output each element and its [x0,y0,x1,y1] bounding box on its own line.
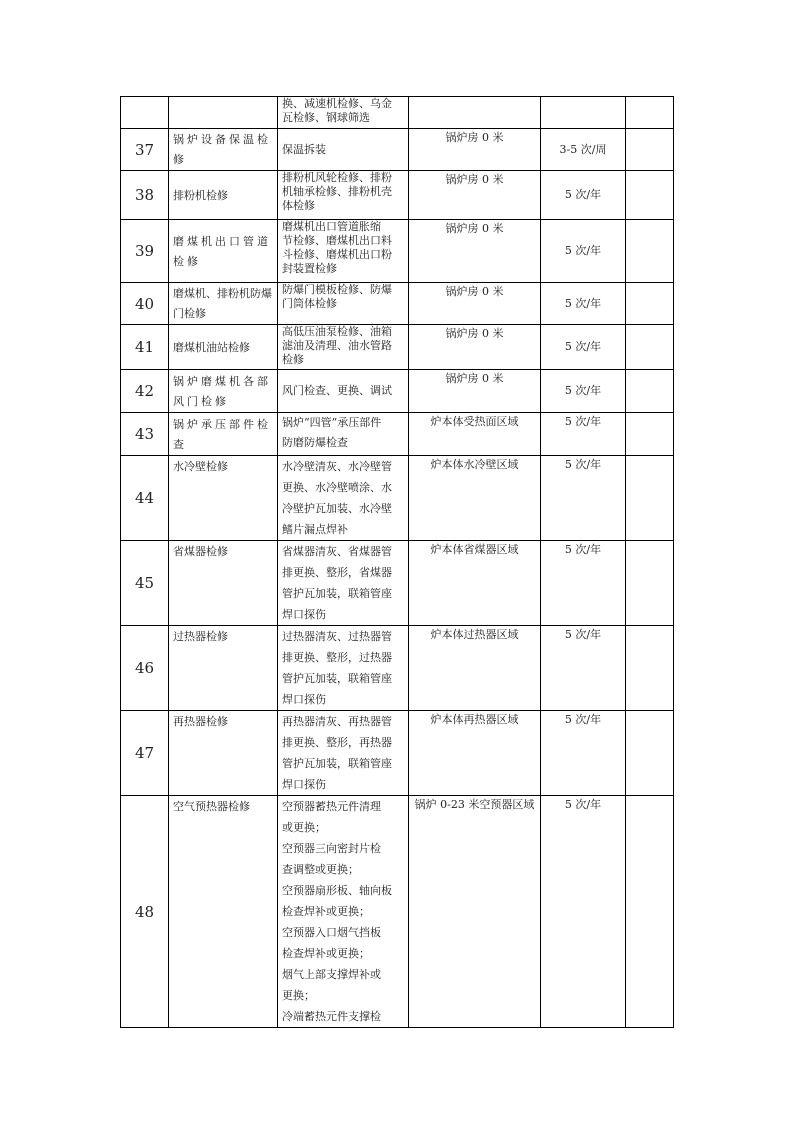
work-content: 空预器蓄热元件清理 或更换； 空预器三向密封片检 查调整或更换； 空预器扇形板、轴向板 检查焊补或更换； 空预器入口烟气挡板 检查焊补或更换； 烟气上部支撑焊补或 更换； 冷端蓄热元件支撑检 [278,796,409,1028]
work-content: 水冷壁清灰、水冷壁管 更换、水冷壁喷涂、水 冷壁护瓦加装、水冷壁 鳍片漏点焊补 [278,456,409,541]
item-name: 锅炉磨煤机各部风门检修 [169,370,278,413]
note [626,711,674,796]
note [626,171,674,220]
frequency: 5 次/年 [541,171,626,220]
work-content: 锅炉“四管”承压部件 防磨防爆检查 [278,413,409,456]
location: 炉本体省煤器区域 [409,541,541,626]
frequency: 5 次/年 [541,456,626,541]
table-row [121,413,674,456]
note [626,97,674,129]
item-name [169,97,278,129]
location: 炉本体水冷壁区域 [409,456,541,541]
table-row [121,220,674,283]
note [626,541,674,626]
work-content: 高低压油泵检修、油箱 滤油及清理、油水管路 检修 [278,325,409,370]
item-name: 空气预热器检修 [169,796,278,1028]
location [409,97,541,129]
row-number: 47 [121,711,169,796]
frequency: 5 次/年 [541,370,626,413]
table-row [121,171,674,220]
location: 锅炉房 0 米 [409,220,541,283]
table-row [121,796,674,1028]
location: 锅炉房 0 米 [409,129,541,171]
frequency: 5 次/年 [541,541,626,626]
row-number: 37 [121,129,169,171]
note [626,220,674,283]
table-row [121,325,674,370]
row-number: 39 [121,220,169,283]
location: 锅炉 0-23 米空预器区域 [409,796,541,1028]
row-number: 44 [121,456,169,541]
work-content: 防爆门模板检修、防爆 门筒体检修 [278,283,409,325]
frequency [541,97,626,129]
row-number: 41 [121,325,169,370]
work-content: 过热器清灰、过热器管 排更换、整形，过热器 管护瓦加装，联箱管座 焊口探伤 [278,626,409,711]
row-number [121,97,169,129]
row-number: 43 [121,413,169,456]
location: 炉本体受热面区域 [409,413,541,456]
work-content: 磨煤机出口管道胀缩 节检修、磨煤机出口料 斗检修、磨煤机出口粉 封装置检修 [278,220,409,283]
table-row [121,626,674,711]
note [626,626,674,711]
note [626,129,674,171]
note [626,796,674,1028]
frequency: 5 次/年 [541,796,626,1028]
row-number: 45 [121,541,169,626]
frequency: 5 次/年 [541,220,626,283]
note [626,370,674,413]
location: 锅炉房 0 米 [409,283,541,325]
item-name: 过热器检修 [169,626,278,711]
frequency: 3-5 次/周 [541,129,626,171]
work-content: 换、减速机检修、乌金 瓦检修、钢球筛选 [278,97,409,129]
frequency: 5 次/年 [541,325,626,370]
item-name: 磨煤机、排粉机防爆门检修 [169,283,278,325]
item-name: 磨煤机油站检修 [169,325,278,370]
table-row [121,456,674,541]
item-name: 再热器检修 [169,711,278,796]
row-number: 38 [121,171,169,220]
table-row [121,711,674,796]
row-number: 46 [121,626,169,711]
item-name: 锅炉承压部件检查 [169,413,278,456]
table-row [121,129,674,171]
note [626,325,674,370]
item-name: 磨煤机出口管道检修 [169,220,278,283]
item-name: 排粉机检修 [169,171,278,220]
work-content: 风门检查、更换、调试 [278,370,409,413]
location: 锅炉房 0 米 [409,171,541,220]
table-row [121,541,674,626]
item-name: 水冷壁检修 [169,456,278,541]
work-content: 省煤器清灰、省煤器管 排更换、整形，省煤器 管护瓦加装，联箱管座 焊口探伤 [278,541,409,626]
location: 炉本体再热器区域 [409,711,541,796]
row-number: 48 [121,796,169,1028]
note [626,413,674,456]
table-row [121,370,674,413]
work-content: 保温拆装 [278,129,409,171]
frequency: 5 次/年 [541,283,626,325]
row-number: 42 [121,370,169,413]
maintenance-table [120,96,674,1028]
location: 锅炉房 0 米 [409,370,541,413]
table-row [121,97,674,129]
location: 锅炉房 0 米 [409,325,541,370]
table-row [121,283,674,325]
frequency: 5 次/年 [541,413,626,456]
work-content: 排粉机风轮检修、排粉 机轴承检修、排粉机壳 体检修 [278,171,409,220]
note [626,456,674,541]
note [626,283,674,325]
item-name: 锅炉设备保温检修 [169,129,278,171]
location: 炉本体过热器区域 [409,626,541,711]
work-content: 再热器清灰、再热器管 排更换、整形，再热器 管护瓦加装，联箱管座 焊口探伤 [278,711,409,796]
frequency: 5 次/年 [541,711,626,796]
frequency: 5 次/年 [541,626,626,711]
item-name: 省煤器检修 [169,541,278,626]
row-number: 40 [121,283,169,325]
